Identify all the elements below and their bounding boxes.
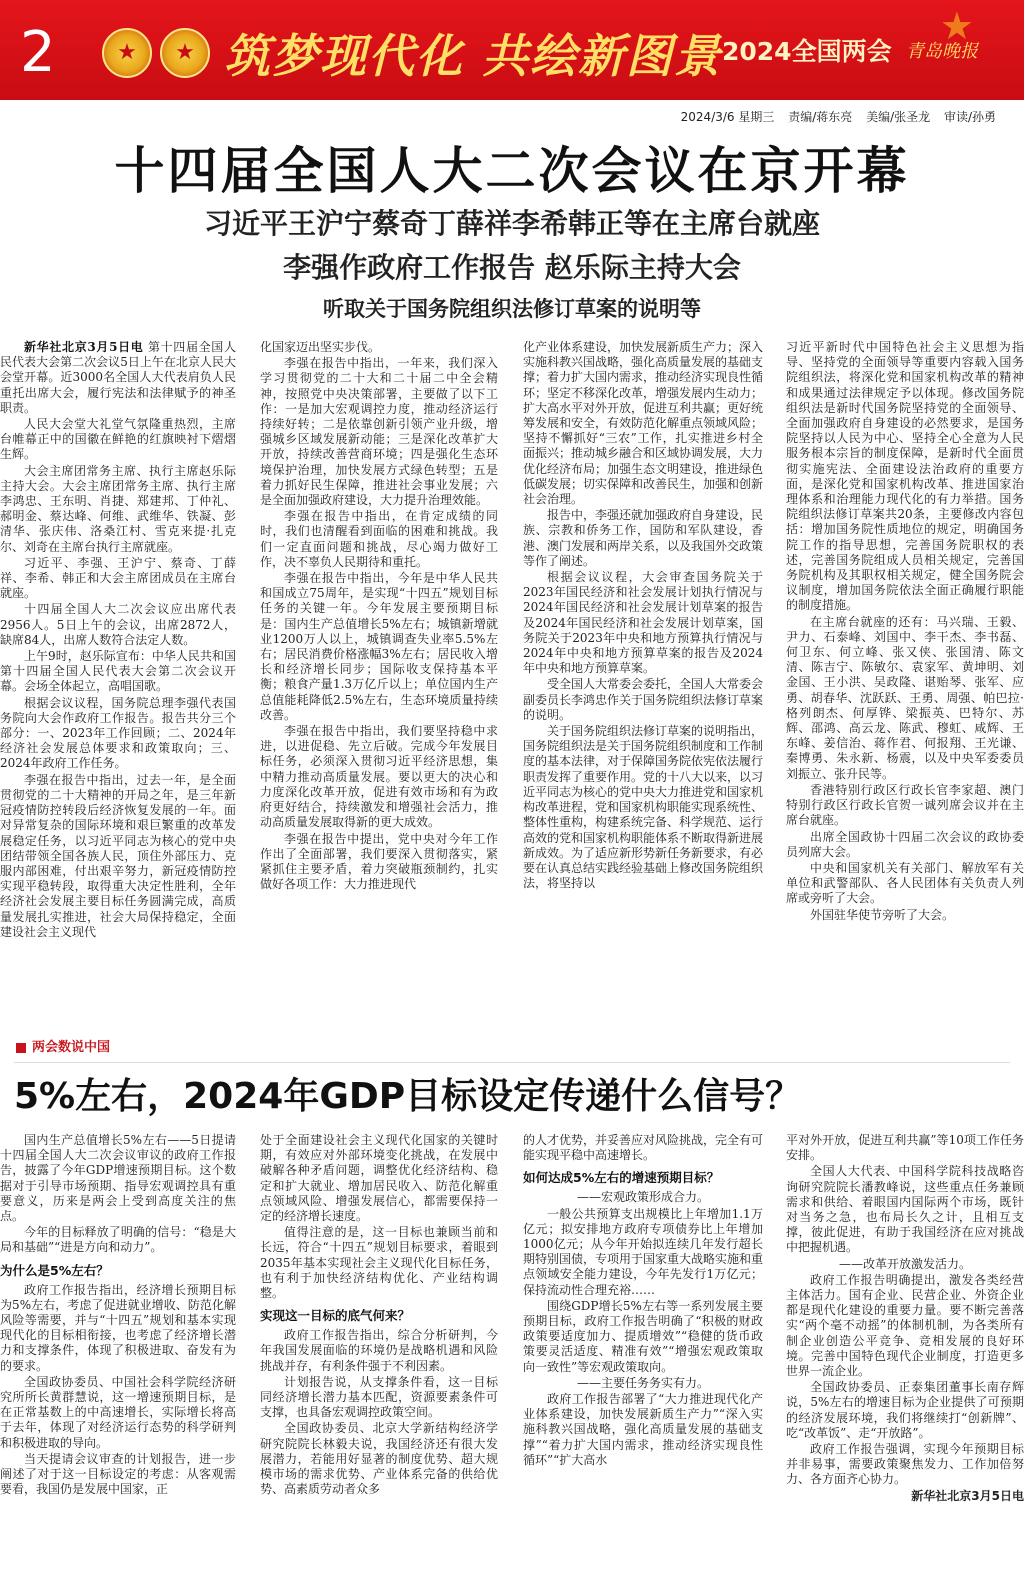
article-subheading: 如何达成5%左右的增速预期目标？ bbox=[523, 1170, 720, 1186]
article-paragraph: 习近平、李强、王沪宁、蔡奇、丁薛祥、李希、韩正和大会主席团成员在主席台就座。 bbox=[0, 555, 236, 601]
second-headline: 5%左右，2024年GDP目标设定传递什么信号？ bbox=[14, 1076, 802, 1117]
article-paragraph: 报告中，李强还就加强政府自身建设，民族、宗教和侨务工作，国防和军队建设，香港、澳门发展和两岸关系，以及我国外交政策等作了阐述。 bbox=[523, 508, 763, 568]
star-icon: ★ bbox=[939, 4, 974, 48]
article-paragraph: 十四届全国人大二次会议应出席代表2956人。5日上午的会议，出席2872人，缺席84人，出席人数符合法定人数。 bbox=[0, 602, 236, 647]
article-1-body bbox=[0, 340, 1024, 1020]
article-paragraph: 上午9时，赵乐际宣布：中华人民共和国第十四届全国人民代表大会第二次会议开幕。会场全体起立，高唱国歌。 bbox=[0, 649, 236, 694]
article-paragraph: 化产业体系建设，加快发展新质生产力；深入实施科教兴国战略，强化高质量发展的基础支撑；着力扩大国内需求，推动经济实现良性循环；坚定不移深化改革，增强发展内生动力；扩大高水平对外开放，促进互利共赢；更好统筹发展和安全，有效防范化解重点领域风险；坚持不懈抓好“三农”工作，扎实推进乡村全面振兴；推动城乡融合和区域协调发展，大力优化经济布局；加强生态文明建设，推进绿色低碳发展；切实保障和改善民生，加强和创新社会治理。 bbox=[523, 340, 763, 507]
main-headline: 十四届全国人大二次会议在京开幕 bbox=[114, 142, 910, 200]
article-paragraph: 根据会议议程，国务院总理李强代表国务院向大会作政府工作报告。报告共分三个部分：一、2023年工作回顾；二、2024年经济社会发展总体要求和政策取向；三、2024年政府工作任务。 bbox=[0, 695, 236, 771]
article-2-column-2 bbox=[260, 1133, 498, 1553]
dateline: 新华社北京3月5日电 bbox=[24, 340, 144, 354]
square-bullet-icon bbox=[16, 1043, 26, 1053]
article-paragraph: 出席全国政协十四届二次会议的政协委员列席大会。 bbox=[786, 829, 1024, 859]
article-paragraph: 关于国务院组织法修订草案的说明指出，国务院组织法是关于国务院组织制度和工作制度的基本法律，对于保障国务院依宪依法履行职责发挥了重要作用。党的十八大以来，以习近平同志为核心的党中央大力推进党和国家机构改革进程，党和国家机构职能实现系统性、整体性重构，构建系统完备、科学规范、运行高效的党和国家机构职能体系不断取得新进展新成效。为了适应新形势新任务新要求，有必要在认真总结实践经验基础上修改国务院组织法，将坚持以 bbox=[523, 724, 763, 891]
article-paragraph: 国内生产总值增长5%左右——5日提请十四届全国人大二次会议审议的政府工作报告，披露了今年GDP增速预期目标。这个数据对于引导市场预期、指导宏观调控具有重要意义，历来是两会上受到高度关注的焦点。 bbox=[0, 1133, 236, 1224]
article-paragraph: 计划报告说，从支撑条件看，这一目标同经济增长潜力基本匹配，资源要素条件可支撑，也具备宏观调控政策空间。 bbox=[260, 1374, 498, 1420]
article-2-column-4 bbox=[786, 1133, 1024, 1553]
article-paragraph: 政府工作报告指出，经济增长预期目标为5%左右，考虑了促进就业增收、防范化解风险等需要，并与“十四五”规划和基本实现现代化的目标相衔接，也考虑了经济增长潜力和支撑条件，体现了积极进取、奋发有为的要求。 bbox=[0, 1282, 236, 1373]
article-subheading: 实现这一目标的底气何来？ bbox=[260, 1308, 411, 1324]
article-paragraph: 在主席台就座的还有：马兴瑞、王毅、尹力、石泰峰、刘国中、李干杰、李书磊、何卫东、何立峰、张又侠、张国清、陈文清、陈吉宁、陈敏尔、袁家军、黄坤明、刘金国、王小洪、吴政隆、谌贻琴、张军、应勇、胡春华、沈跃跃、王勇、周强、帕巴拉·格列朗杰、何厚铧、梁振英、巴特尔、苏辉、邵鸿、高云龙、陈武、穆虹、咸辉、王东峰、姜信治、蒋作君、何报翔、王光谦、秦博勇、朱永新、杨震，以及中央军委委员刘振立、张升民等。 bbox=[786, 614, 1024, 781]
cppcc-emblem-icon bbox=[160, 28, 210, 78]
national-emblem-icon bbox=[102, 28, 152, 78]
article-paragraph: 一般公共预算支出规模比上年增加1.1万亿元；拟安排地方政府专项债券比上年增加1000亿元；从今年开始拟连续几年发行超长期特别国债，专项用于国家重大战略实施和重点领域安全能力建设，今年先发行1万亿元；保持流动性合理充裕…… bbox=[523, 1206, 763, 1297]
article-paragraph: 习近平新时代中国特色社会主义思想为指导、坚持党的全面领导等重要内容载入国务院组织法，将深化党和国家机构改革的精神和成果通过法律规定予以体现。修改国务院组织法是新时代国务院坚持党的全面领导、全面加强政府自身建设的必然要求，是国务院坚持以人民为中心、坚持全心全意为人民服务根本宗旨的制度保障，是新时代全面贯彻实施宪法、全面建设法治政府的重要方面，是深化党和国家机构改革、推进国家治理体系和治理能力现代化的有力举措。国务院组织法修订草案共20条，主要修改内容包括：增加国务院性质地位的规定，明确国务院工作的指导思想，完善国务院职权的表述，完善国务院组成人员相关规定，完善国务院机构及其职权相关规定，健全国务院会议制度，增加国务院依法全面正确履行职能的制度措施。 bbox=[786, 340, 1024, 613]
editor-credit: 责编/蒋东亮 bbox=[788, 110, 853, 124]
article-1-column-1 bbox=[0, 340, 236, 1020]
subheadline-1: 习近平王沪宁蔡奇丁薛祥李希韩正等在主席台就座 bbox=[203, 207, 820, 240]
article-paragraph: 中央和国家机关有关部门、解放军有关单位和武警部队、各人民团体有关负责人列席或旁听了大会。 bbox=[786, 860, 1024, 906]
article-paragraph: 全国政协委员、中国社会科学院经济研究所所长黄群慧说，这一增速预期目标，是在正常基数上的中高速增长，实际增长将高于去年，体现了对经济运行态势的科学研判和积极进取的导向。 bbox=[0, 1374, 236, 1450]
article-paragraph: 平对外开放，促进互利共赢”等10项工作任务安排。 bbox=[786, 1133, 1024, 1163]
article-paragraph: ——主要任务务实有力。 bbox=[576, 1375, 709, 1390]
article-paragraph: 李强在报告中指出，我们要坚持稳中求进，以进促稳、先立后破。完成今年发展目标任务，必须深入贯彻习近平经济思想，集中精力推动高质量发展。要以更大的决心和力度深化改革开放，促进有效市场和有为政府更好结合，持续激发和增强社会活力，推动高质量发展取得新的更大成效。 bbox=[260, 724, 498, 830]
article-paragraph: 全国政协委员、正泰集团董事长南存辉说，5%左右的增速目标为企业提供了可预期的经济发展环境，我们将继续打“创新牌”、吃“改革饭”、走“开放路”。 bbox=[786, 1380, 1024, 1440]
article-paragraph: 大会主席团常务主席、执行主席赵乐际主持大会。大会主席团常务主席、执行主席李鸿忠、王东明、肖捷、郑建邦、丁仲礼、郝明金、蔡达峰、何维、武维华、铁凝、彭清华、张庆伟、洛桑江村、雪克来提·扎克尔、刘奇在主席台执行主席就座。 bbox=[0, 463, 236, 554]
article-paragraph: 李强在报告中提出，党中央对今年工作作出了全面部署，我们要深入贯彻落实，紧紧抓住主要矛盾，着力突破瓶颈制约，扎实做好各项工作：大力推进现代 bbox=[260, 831, 498, 892]
article-2-column-3 bbox=[523, 1133, 763, 1553]
article-paragraph: 化国家迈出坚实步伐。 bbox=[260, 340, 381, 354]
page-number: 2 bbox=[20, 20, 56, 85]
article-paragraph: ——改革开放激发活力。 bbox=[838, 1256, 971, 1271]
designer-credit: 美编/张圣龙 bbox=[866, 110, 931, 124]
article-paragraph: 香港特别行政区行政长官李家超、澳门特别行政区行政长官贺一诚列席会议并在主席台就座。 bbox=[786, 782, 1024, 828]
article-paragraph: 根据会议议程，大会审查国务院关于2023年国民经济和社会发展计划执行情况与2024年国民经济和社会发展计划草案的报告及2024年国民经济和社会发展计划草案，国务院关于2023年中央和地方预算执行情况与2024年中央和地方预算草案的报告及2024年中央和地方预算草案。 bbox=[523, 570, 763, 676]
article-paragraph: 围绕GDP增长5%左右等一系列发展主要预期目标，政府工作报告明确了“积极的财政政策要适度加力、提质增效”“稳健的货币政策要灵活适度、精准有效”“增强宏观政策取向一致性”等宏观政策取向。 bbox=[523, 1298, 763, 1374]
edition-info bbox=[671, 108, 996, 125]
article-paragraph: 全国人大代表、中国科学院科技战略咨询研究院院长潘教峰说，这些重点任务兼顾需求和供给、着眼国内国际两个市场，既针对当务之急，也布局长久之计，且相互支撑，彼此促进，有助于我国经济在应对挑战中把握机遇。 bbox=[786, 1164, 1024, 1255]
subheadline-3: 听取关于国务院组织法修订草案的说明等 bbox=[323, 297, 701, 321]
article-2-column-1 bbox=[0, 1133, 236, 1553]
article-1-column-2 bbox=[260, 340, 498, 1020]
subheadline-2: 李强作政府工作报告 赵乐际主持大会 bbox=[283, 251, 741, 284]
article-paragraph: 新华社北京3月5日电 第十四届全国人民代表大会第二次会议5日上午在北京人民大会堂开幕。近3000名全国人大代表肩负人民重托出席大会，履行宪法和法律赋予的神圣职责。 bbox=[0, 340, 236, 415]
article-paragraph: 李强在报告中指出，一年来，我们深入学习贯彻党的二十大和二十届二中全会精神，按照党中央决策部署，主要做了以下工作：一是加大宏观调控力度，推动经济运行持续好转；二是依靠创新引领产业升级，增强城乡区域发展新动能；三是深化改革扩大开放，持续改善营商环境；四是强化生态环境保护治理，加快发展方式绿色转型；五是着力抓好民生保障，推进社会事业发展；六是全面加强政府建设，大力提升治理效能。 bbox=[260, 356, 498, 508]
section-divider bbox=[14, 1062, 1010, 1063]
article-paragraph: 今年的目标释放了明确的信号：“稳是大局和基础”“进是方向和动力”。 bbox=[0, 1225, 236, 1255]
article-paragraph: 受全国人大常委会委托，全国人大常委会副委员长李鸿忠作关于国务院组织法修订草案的说明。 bbox=[523, 677, 763, 722]
article-paragraph: ——宏观政策形成合力。 bbox=[576, 1190, 709, 1205]
article-paragraph: 人民大会堂大礼堂气氛隆重热烈，主席台帷幕正中的国徽在鲜艳的红旗映衬下熠熠生辉。 bbox=[0, 417, 236, 462]
masthead bbox=[0, 0, 1024, 100]
article-paragraph: 的人才优势，并妥善应对风险挑战，完全有可能实现平稳中高速增长。 bbox=[523, 1133, 763, 1163]
article-1-column-3 bbox=[523, 340, 763, 1020]
article-2-body bbox=[0, 1133, 1024, 1553]
article-paragraph: 全国政协委员、北京大学新结构经济学研究院院长林毅夫说，我国经济还有很大发展潜力，若能用好显著的制度优势、超大规模市场的需求优势、产业体系完备的供给优势、高素质劳动者众多 bbox=[260, 1421, 498, 1497]
article-paragraph: 外国驻华使节旁听了大会。 bbox=[810, 907, 955, 922]
article-paragraph: 李强在报告中指出，过去一年，是全面贯彻党的二十大精神的开局之年，是三年新冠疫情防控转段后经济恢复发展的一年。面对异常复杂的国际环境和艰巨繁重的改革发展稳定任务，以习近平同志为核心的党中央团结带领全国各族人民，顶住外部压力、克服内部困难，付出艰辛努力，新冠疫情防控实现平稳转段，取得重大决定性胜利，全年经济社会发展主要目标任务圆满完成，高质量发展扎实推进，社会大局保持稳定，全面建设社会主义现代 bbox=[0, 772, 236, 939]
article-paragraph: 政府工作报告指出，综合分析研判，今年我国发展面临的环境仍是战略机遇和风险挑战并存，有利条件强于不利因素。 bbox=[260, 1328, 498, 1373]
section-tag: 两会数说中国 bbox=[16, 1036, 110, 1055]
newspaper-logo: 青岛晚报 bbox=[906, 41, 978, 62]
proofreader-credit: 审读/孙勇 bbox=[943, 110, 996, 124]
masthead-slogan: 筑梦现代化 共绘新图景 bbox=[224, 29, 723, 83]
issue-date: 2024/3/6 星期三 bbox=[680, 110, 775, 124]
article-paragraph: 政府工作报告明确提出，激发各类经营主体活力。国有企业、民营企业、外资企业都是现代化建设的重要力量。要不断完善落实“两个毫不动摇”的体制机制，为各类所有制企业创造公平竞争、竞相发展的良好环境。完善中国特色现代企业制度，打造更多世界一流企业。 bbox=[786, 1272, 1024, 1379]
article-1-column-4 bbox=[786, 340, 1024, 1020]
article-paragraph: 政府工作报告强调，实现今年预期目标并非易事，需要政策聚焦发力、工作加倍努力、各方面齐心协力。 bbox=[786, 1442, 1024, 1487]
article-paragraph: 李强在报告中指出，今年是中华人民共和国成立75周年，是实现“十四五”规划目标任务的关键一年。今年发展主要预期目标是：国内生产总值增长5%左右；城镇新增就业1200万人以上，城镇调查失业率5.5%左右；居民消费价格涨幅3%左右；居民收入增长和经济增长同步；国际收支保持基本平衡；粮食产量1.3万亿斤以上；单位国内生产总值能耗降低2.5%左右，生态环境质量持续改善。 bbox=[260, 571, 498, 722]
byline: 新华社北京3月5日电 bbox=[911, 1488, 1024, 1503]
article-paragraph: 政府工作报告部署了“大力推进现代化产业体系建设，加快发展新质生产力”“深入实施科教兴国战略，强化高质量发展的基础支撑”“着力扩大国内需求，推动经济实现良性循环”“扩大高水 bbox=[523, 1392, 763, 1467]
article-paragraph: 李强在报告中指出，在肯定成绩的同时，我们也清醒看到面临的困难和挑战。我们一定直面问题和挑战，尽心竭力做好工作，决不辜负人民期待和重托。 bbox=[260, 509, 498, 569]
article-paragraph: 当天提请会议审查的计划报告，进一步阐述了对于这一目标设定的考虑：从客观需要看，我国仍是发展中国家，正 bbox=[0, 1451, 236, 1497]
article-paragraph: 处于全面建设社会主义现代化国家的关键时期，有效应对外部环境变化挑战，在发展中破解各种矛盾问题，调整优化经济结构、稳定和扩大就业、增加居民收入、防范化解重点领域风险、增强发展信心，都需要保持一定的经济增长速度。 bbox=[260, 1133, 498, 1224]
article-paragraph: 值得注意的是，这一目标也兼顾当前和长远，符合“十四五”规划目标要求，着眼到2035年基本实现社会主义现代化目标任务，也有利于加快经济结构优化、产业结构调整。 bbox=[260, 1225, 498, 1301]
article-subheading: 为什么是5%左右？ bbox=[0, 1262, 109, 1278]
masthead-event: 2024全国两会 bbox=[722, 37, 892, 66]
